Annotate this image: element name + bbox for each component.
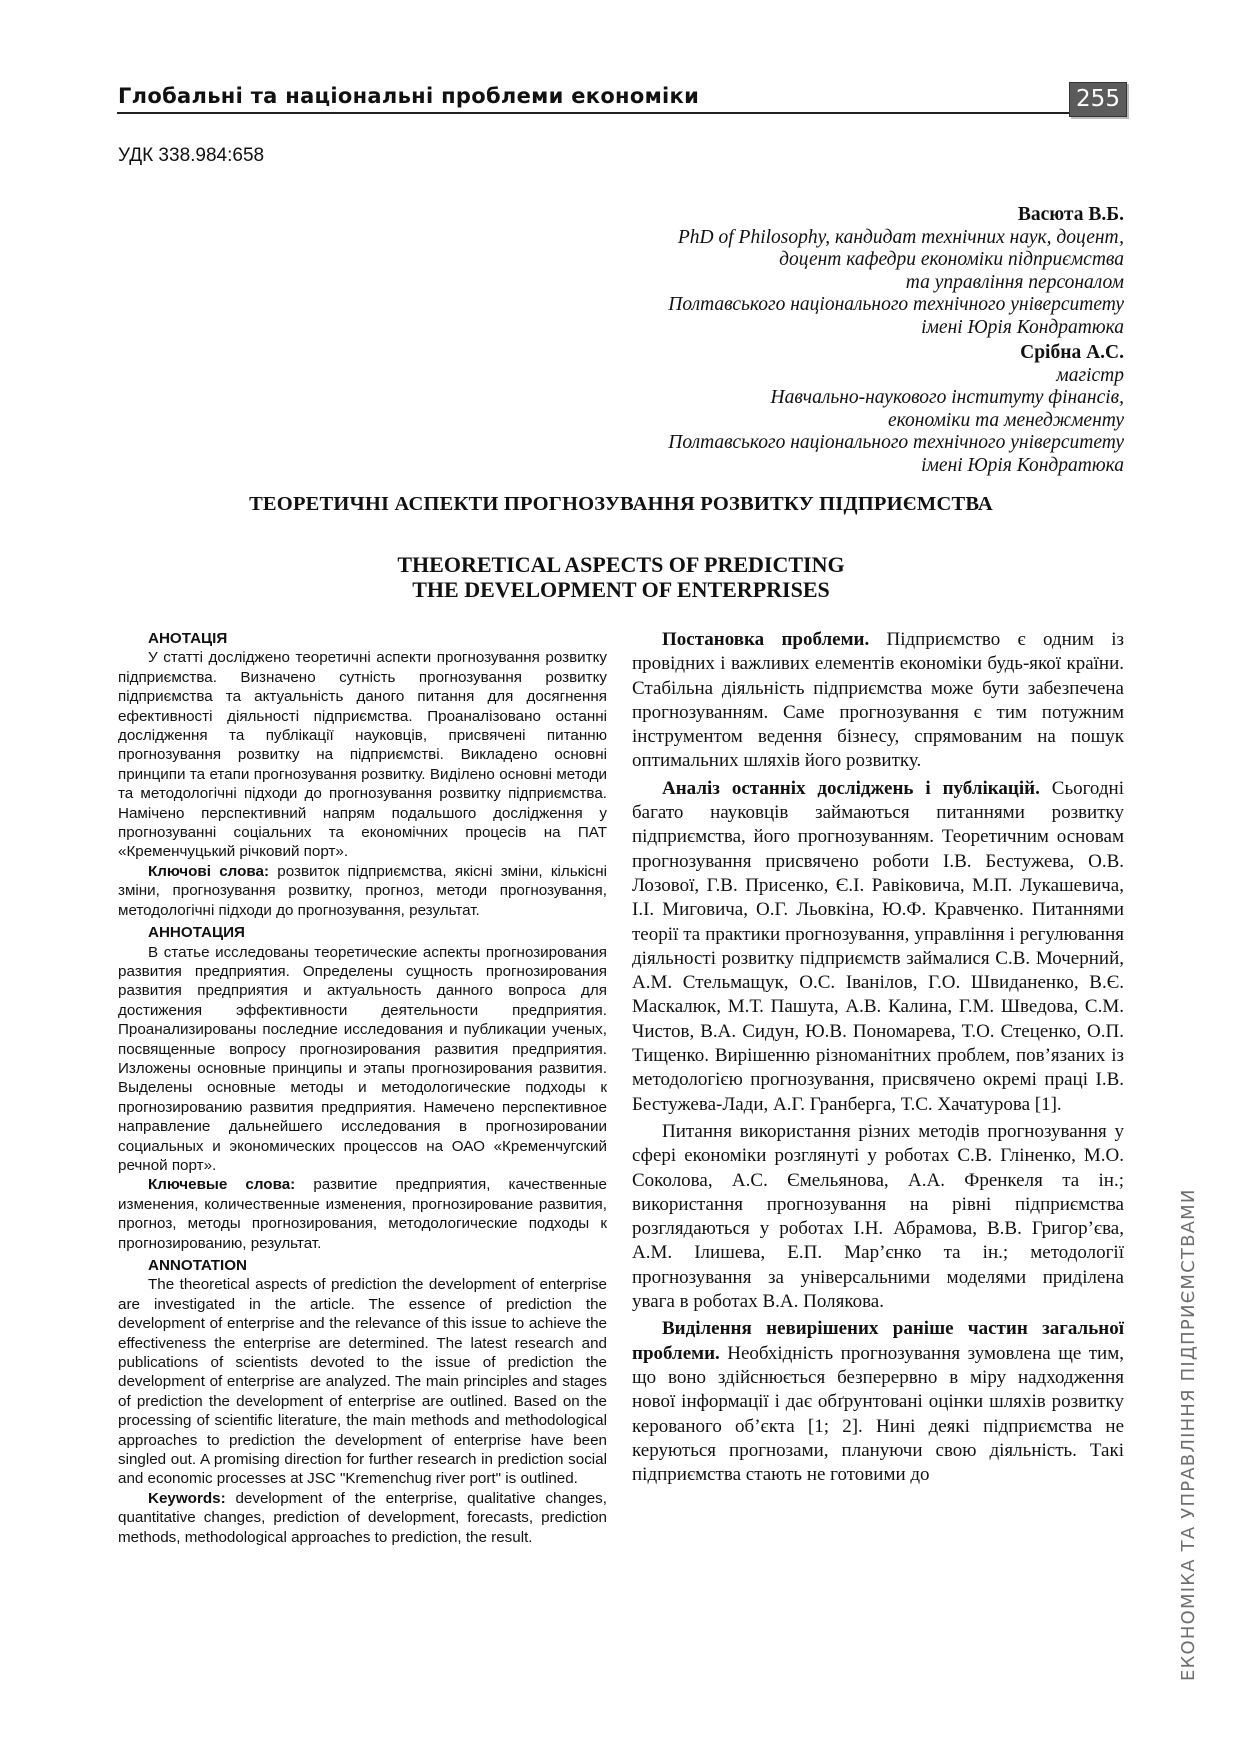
paragraph-text: Підприємство є одним із провідних і важливих елементів економіки будь-якої країни. Стабільна діяльність підприємства може бути забезпечена прогнозуванням. Саме прогнозування є тим потужним інструментом ведення бізнесу, спрямованим на пошук оптимальних шляхів його розвитку. — [632, 629, 1124, 772]
page-number: 255 — [1069, 82, 1127, 117]
abstract-ua-heading: АНОТАЦІЯ — [148, 630, 228, 647]
author-affiliation-line: Полтавського національного технічного університету — [668, 294, 1124, 315]
keywords-ru-text: развитие предприятия, качественные изменения, количественные изменения, прогнозирование развития, прогноз, методы прогнозирования, методологические подходы к прогнозированию, результат. — [118, 1176, 608, 1252]
paragraph-text: Необхідність прогнозування зумовлена ще тим, що воно здійснюється безперервно в міру надходження нової інформації і дає обґрунтовані оцінки шляхів розвитку керованого об’єкта [1; 2]. Нині деякі підприємства не керуються прогнозами, плануючи свою діяльність. Такі підприємства стають не готовими до — [632, 1342, 1124, 1486]
keywords-en-label: Keywords: — [148, 1489, 226, 1507]
keywords-ru — [118, 1175, 607, 1253]
abstract-en-text: The theoretical aspects of prediction the development of enterprise are investigated in the article. The essence of prediction the development of enterprise and the relevance of this issue to achieve the effectiveness the enterprise are determined. The latest research and publications of scientists devoted to the issue of prediction the development of enterprise are analyzed. The main principles and stages of prediction the development of enterprise are outlined. Based on the processing of scientific literature, the main methods and methodological approaches to prediction the development of enterprise have been singled out. A promising direction for further research in prediction social and economic processes at JSC "Kremenchug river port" is outlined. — [118, 1276, 607, 1488]
author-affiliation-line: Полтавського національного технічного університету — [668, 432, 1124, 453]
body-paragraph — [632, 777, 1124, 1117]
author-name: Васюта В.Б. — [1017, 204, 1124, 225]
keywords-ua-text: розвиток підприємства, якісні зміни, кількісні зміни, прогнозування розвитку, прогноз, методи прогнозування, методологічні підходи до прогнозування, результат. — [118, 862, 607, 919]
journal-title: Глобальні та національні проблеми економіки — [118, 84, 700, 108]
body-column — [632, 628, 1124, 1490]
author-affiliation-line: магістр — [1056, 364, 1124, 386]
author-affiliation-line: PhD of Philosophy, кандидат технічних наук, доцент, — [677, 226, 1124, 248]
keywords-en-text: development of the enterprise, qualitative changes, quantitative changes, prediction of development, forecasts, prediction methods, methodological approaches to prediction, the result. — [118, 1489, 607, 1546]
author-affiliation-line: Навчально-наукового інституту фінансів, — [770, 387, 1124, 408]
article-title-en-line: THE DEVELOPMENT OF ENTERPRISES — [412, 577, 830, 602]
section-label: Аналіз останніх досліджень і публікацій. — [662, 777, 1040, 799]
keywords-ru-label: Ключевые слова: — [148, 1176, 296, 1194]
article-title-en — [117, 552, 1125, 602]
side-section-label: ЕКОНОМІКА ТА УПРАВЛІННЯ ПІДПРИЄМСТВАМИ — [1178, 1188, 1199, 1681]
article-title-ua: ТЕОРЕТИЧНІ АСПЕКТИ ПРОГНОЗУВАННЯ РОЗВИТКУ ПІДПРИЄМСТВА — [249, 493, 993, 515]
header-rule — [117, 112, 1069, 114]
author-affiliation-line: доцент кафедри економіки підприємства — [779, 249, 1124, 270]
author-name: Срібна А.С. — [1020, 342, 1124, 363]
section-label: Постановка проблеми. — [662, 629, 870, 650]
paragraph-text: Питання використання різних методів прогнозування у сфері економіки розглянуті у роботах С.В. Гліненко, М.О. Соколова, А.С. Ємельянова, А.А. Френкеля та ін.; використання прогнозування на рівні підприємства розглядаються у роботах І.Н. Абрамова, В.В. Григор’єва, А.М. Ілишева, Е.П. Мар’єнко та ін.; методології прогнозування за універсальними моделями приділена увага в роботах В.А. Полякова. — [632, 1120, 1124, 1313]
section-label: Виділення невирішених раніше частин загальної проблеми. — [632, 1318, 1124, 1364]
abstract-ru-text: В статье исследованы теоретические аспекты прогнозирования развития предприятия. Определены сущность прогнозирования развития предприятия и актуальность данного вопроса для достижения эффективности деятельности предприятия. Проанализированы последние исследования и публикации ученых, посвященные вопросу прогнозирования развития предприятия. Изложены основные принципы и этапы прогнозирования развития. Выделены основные методы и методологические подходы к прогнозированию развития предприятия. Намечено перспективное направление дальнейшего исследования в прогнозировании социальных и экономических процессов на ОАО «Кременчугский речной порт». — [118, 943, 607, 1174]
body-paragraph — [632, 1317, 1124, 1487]
article-title-en-line: THEORETICAL ASPECTS OF PREDICTING — [397, 552, 845, 577]
author-affiliation-line: економіки та менеджменту — [888, 409, 1124, 431]
authors-block — [520, 204, 1124, 477]
body-paragraph — [632, 1120, 1124, 1314]
author-affiliation-line: та управління персоналом — [905, 271, 1124, 293]
abstract-en-heading: ANNOTATION — [148, 1257, 247, 1274]
body-paragraph — [632, 628, 1124, 774]
keywords-ua-label: Ключові слова: — [148, 862, 270, 880]
abstract-ua-text: У статті досліджено теоретичні аспекти прогнозування розвитку підприємства. Визначено сутність прогнозування розвитку підприємства та актуальність даного питання для досягнення ефективності діяльності підприємства. Проаналізовано останні дослідження та публікації науковців, присвячені питанню прогнозування розвитку на підприємстві. Викладено основні принципи та етапи прогнозування розвитку. Виділено основні методи та методологічні підходи до прогнозування розвитку підприємства. Намічено перспективний напрям подальшого дослідження у прогнозуванні соціальних та економічних процесів на ПАТ «Кременчуцький річковий порт». — [118, 649, 607, 861]
udk-code: УДК 338.984:658 — [118, 145, 265, 166]
author-affiliation-line: імені Юрія Кондратюка — [921, 316, 1124, 338]
keywords-ua — [118, 862, 607, 920]
author-affiliation-line: імені Юрія Кондратюка — [921, 454, 1124, 476]
abstracts-column — [118, 626, 607, 1547]
keywords-en — [118, 1489, 607, 1547]
paragraph-text: Сьогодні багато науковців займаються питаннями розвитку підприємства, його прогнозуванням. Теоретичним основам прогнозування присвячено роботи І.В. Бестужева, О.В. Лозової, Г.В. Присенко, Є.І. Равіковича, М.П. Лукашевича, І.І. Миговича, О.Г. Льовкіна, Ю.Ф. Кравченко. Питаннями теорії та практики прогнозування, управління і регулювання діяльності розвитку підприємств займалися С.В. Мочерний, А.М. Стельмащук, О.С. Іванілов, Г.О. Швиданенко, В.Є. Маскалюк, М.Т. Пашута, А.В. Калина, Г.М. Шведова, С.М. Чистов, В.А. Сидун, Ю.В. Пономарева, Т.О. Стеценко, О.П. Тищенко. Вирішенню різноманітних проблем, пов’язаних із методологією прогнозування, присвячено окремі праці І.В. Бестужева-Лади, А.Г. Гранберга, Т.С. Хачатурова [1]. — [632, 777, 1124, 1115]
abstract-ru-heading: АННОТАЦИЯ — [148, 924, 245, 942]
